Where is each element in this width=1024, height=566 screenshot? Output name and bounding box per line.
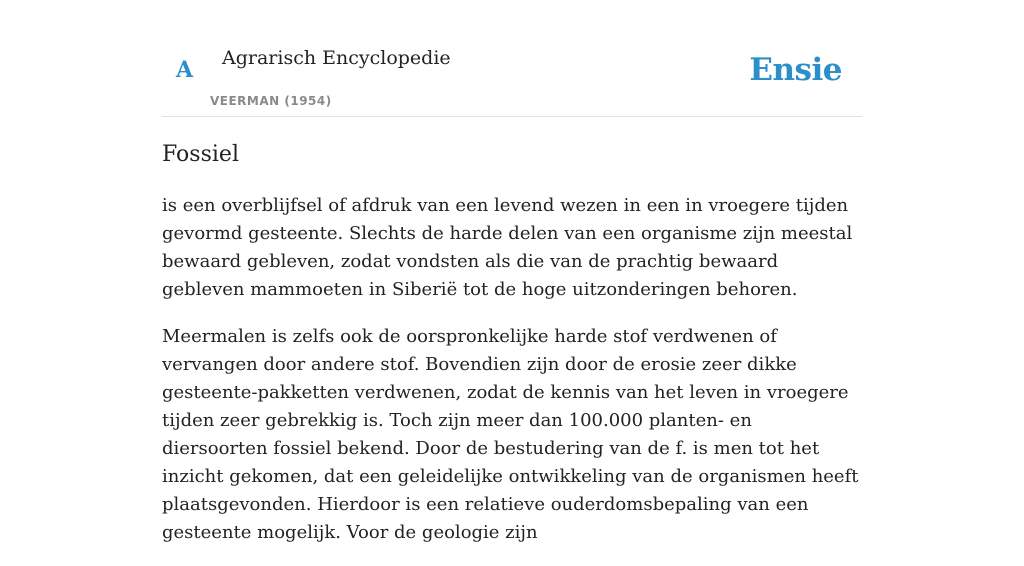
ensie-logo-link[interactable]: Ensie	[749, 52, 842, 88]
article-paragraph-2: Meermalen is zelfs ook de oorspronkelijke harde stof verdwenen of vervangen door andere stof. Bovendien zijn door de erosie zeer dikke gesteente-pakketten verdwenen, zodat de kennis van het leven in vroegere tijden zeer gebrekkig is. Toch zijn meer dan 100.000 planten- en diersoorten fossiel bekend. Door de bestudering van de f. is men tot het inzicht gekomen, dat een geleidelijke ontwikkeling van de organismen heeft plaatsgevonden. Hierdoor is een relatieve ouderdomsbepaling van een gesteente mogelijk. Voor de geologie zijn	[162, 326, 859, 543]
book-logo-icon[interactable]: A	[176, 57, 194, 83]
article-title: Fossiel	[162, 142, 239, 167]
book-author-label: VEERMAN (1954)	[210, 94, 332, 108]
book-title-link[interactable]: Agrarisch Encyclopedie	[222, 47, 451, 69]
article-paragraph-1: is een overblijfsel of afdruk van een levend wezen in een in vroegere tijden gevormd gesteente. Slechts de harde delen van een organisme zijn meestal bewaard gebleven, zodat vondsten als die van de prachtig bewaard gebleven mammoeten in Siberië tot de hoge uitzonderingen behoren.	[162, 195, 853, 300]
article-body	[162, 192, 862, 566]
header	[162, 0, 862, 117]
